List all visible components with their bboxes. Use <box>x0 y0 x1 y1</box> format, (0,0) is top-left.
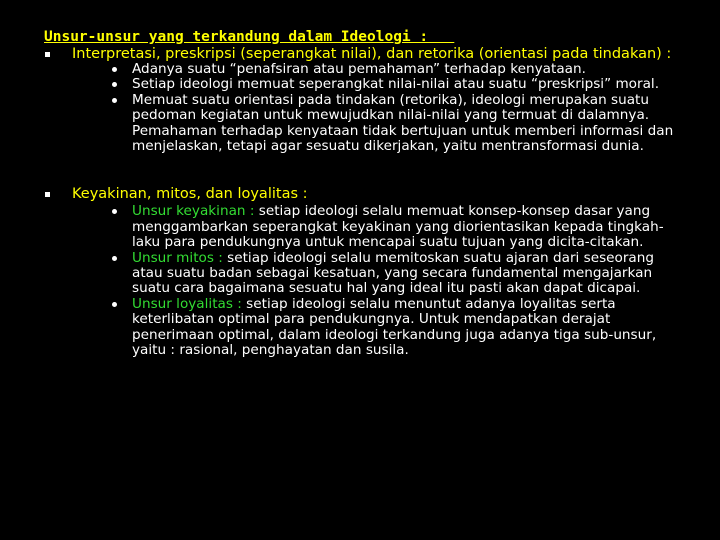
section-heading: Interpretasi, preskripsi (seperangkat nilai), dan retorika (orientasi pada tindakan) : <box>72 46 672 62</box>
section-keyakinan <box>44 186 680 358</box>
bullet-icon <box>112 67 117 72</box>
list-item-text: Setiap ideologi memuat seperangkat nilai-nilai atau suatu “preskripsi” moral. <box>132 76 660 93</box>
list-item-text: setiap ideologi selalu memuat konsep-konsep dasar yang menggambarkan seperangkat keyakinan yang diorientasikan kepada tingkah-laku para pendukungnya untuk mencapai suatu tujuan yang dicita-citakan. <box>132 203 664 251</box>
list-item-text: setiap ideologi selalu memitoskan suatu ajaran dari seseorang atau suatu badan sebagai kesatuan, yang secara fundamental mengajarkan suatu cara bagaimana sesuatu hal yang ideal itu pasti akan dapat dicapai. <box>132 249 655 297</box>
list-item-lead: Unsur mitos : <box>132 249 223 266</box>
bullet-icon <box>112 98 117 103</box>
square-bullet-icon <box>45 52 50 57</box>
bullet-icon <box>112 209 117 214</box>
list-item-lead: Unsur keyakinan : <box>132 203 255 220</box>
bullet-icon <box>112 82 117 87</box>
list-item <box>72 297 680 359</box>
list-item-text: Adanya suatu “penafsiran atau pemahaman” terhadap kenyataan. <box>132 61 586 77</box>
bullet-icon <box>112 302 117 307</box>
section-interpretasi <box>44 46 680 154</box>
bullet-icon <box>112 256 117 261</box>
list-item-text: setiap ideologi selalu menuntut adanya loyalitas serta keterlibatan optimal para pendukungnya. Untuk mendapatkan derajat penerimaan optimal, dalam ideologi terkandung juga adanya tiga sub-unsur, yaitu : rasional, penghayatan dan susila. <box>132 295 657 359</box>
list-item <box>72 62 680 77</box>
square-bullet-icon <box>45 192 50 197</box>
list-item <box>72 204 680 250</box>
list-item <box>72 93 680 155</box>
list-item-lead: Unsur loyalitas : <box>132 295 242 312</box>
sub-list <box>72 62 680 154</box>
sub-list <box>72 204 680 358</box>
list-item-text: Memuat suatu orientasi pada tindakan (retorika), ideologi merupakan suatu pedoman kegiatan untuk mewujudkan nilai-nilai yang termuat di dalamnya. Pemahaman terhadap kenyataan tidak bertujuan untuk memberi informasi dan menjelaskan, tetapi agar sesuatu dikerjakan, yaitu mentransformasi dunia. <box>132 91 674 155</box>
list-item <box>72 77 680 92</box>
slide-title: Unsur-unsur yang terkandung dalam Ideologi : <box>44 29 455 45</box>
list-item <box>72 251 680 297</box>
section-heading: Keyakinan, mitos, dan loyalitas : <box>72 186 308 203</box>
